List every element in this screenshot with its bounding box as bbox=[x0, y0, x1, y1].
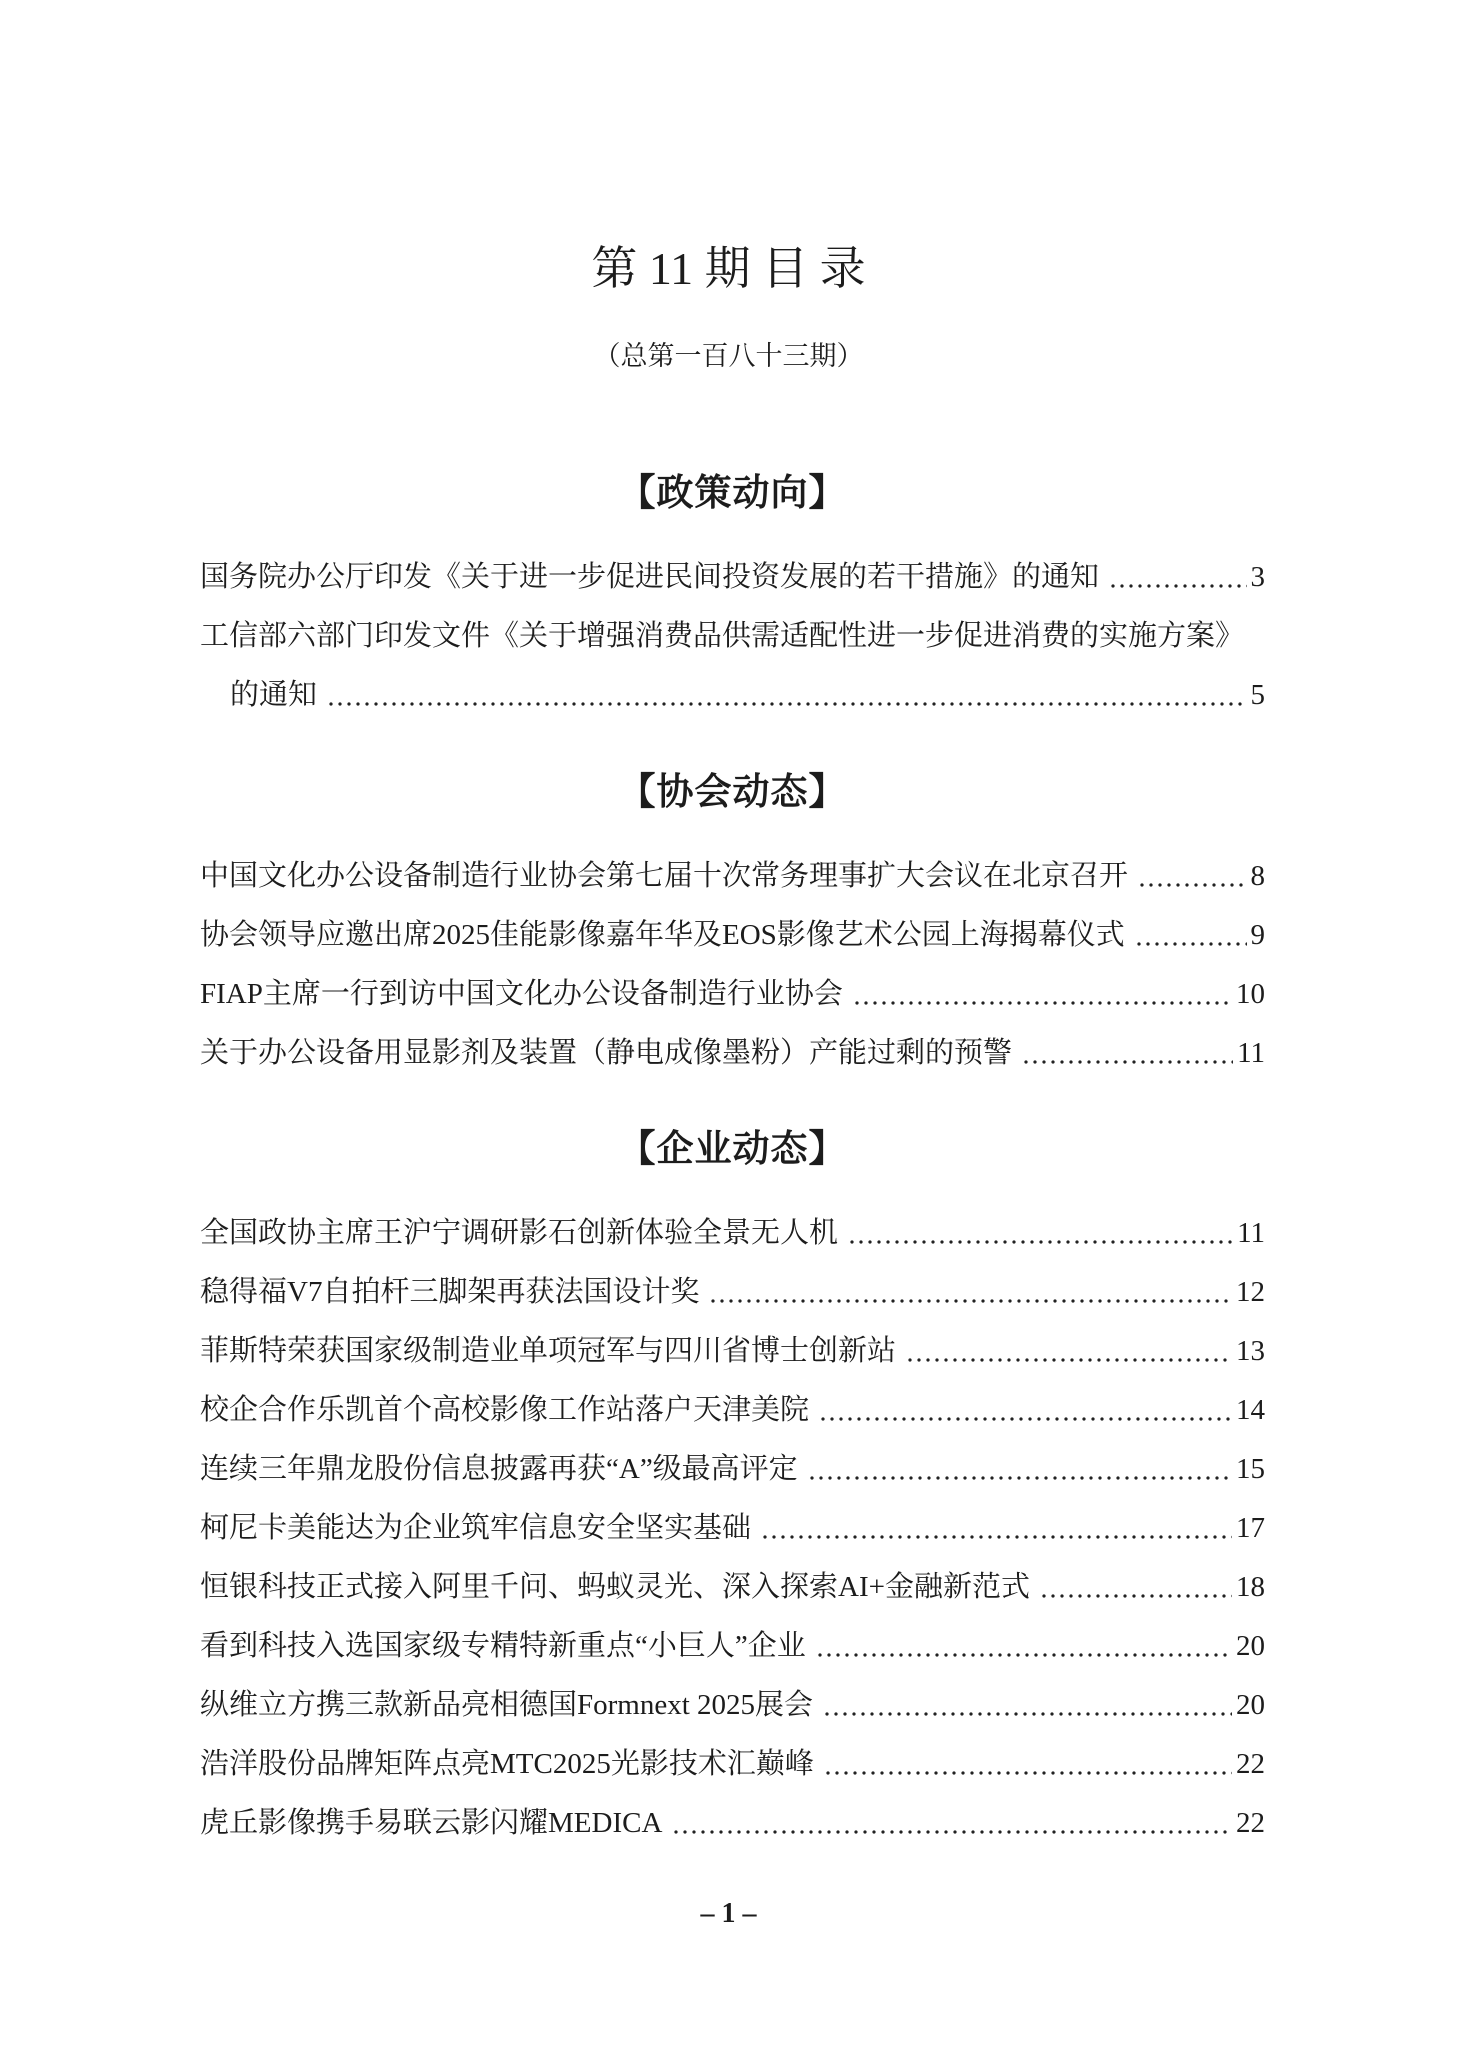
toc-entry bbox=[200, 607, 1265, 725]
toc-page-number: 18 bbox=[1236, 1571, 1265, 1603]
toc-page-number: 22 bbox=[1236, 1748, 1265, 1780]
toc-page-number: 3 bbox=[1250, 561, 1265, 593]
toc-entry-title: 协会领导应邀出席2025佳能影像嘉年华及EOS影像艺术公园上海揭幕仪式 bbox=[200, 919, 1125, 951]
section-association bbox=[200, 765, 1265, 1083]
toc-entry-title: 虎丘影像携手易联云影闪耀MEDICA bbox=[200, 1807, 663, 1839]
page-title: 第 11 期 目 录 bbox=[591, 243, 866, 294]
toc-page-number: 14 bbox=[1236, 1394, 1265, 1426]
toc-entry-title: 纵维立方携三款新品亮相德国Formnext 2025展会 bbox=[200, 1689, 814, 1721]
toc-page-number: 22 bbox=[1236, 1807, 1265, 1839]
section-enterprise bbox=[200, 1122, 1265, 1853]
toc-entry bbox=[200, 1381, 1265, 1440]
toc-entry bbox=[200, 965, 1265, 1024]
toc-page-number: 8 bbox=[1250, 860, 1265, 892]
toc-entry bbox=[200, 548, 1265, 607]
toc-page-number: 12 bbox=[1236, 1276, 1265, 1308]
toc-entry-title: 关于办公设备用显影剂及装置（静电成像墨粉）产能过剩的预警 bbox=[200, 1037, 1013, 1069]
toc-entry bbox=[200, 1794, 1265, 1853]
toc-leader bbox=[763, 1499, 1232, 1558]
toc-entry bbox=[200, 1676, 1265, 1735]
toc-entry bbox=[200, 1617, 1265, 1676]
toc-leader bbox=[810, 1440, 1232, 1499]
toc-leader bbox=[821, 1381, 1232, 1440]
toc-entry-title: FIAP主席一行到访中国文化办公设备制造行业协会 bbox=[200, 978, 843, 1010]
toc-entry bbox=[200, 1263, 1265, 1322]
toc-leader bbox=[1024, 1024, 1233, 1083]
toc-leader bbox=[1111, 548, 1246, 607]
toc-entry-title: 校企合作乐凯首个高校影像工作站落户天津美院 bbox=[200, 1394, 810, 1426]
page-subtitle: （总第一百八十三期） bbox=[593, 341, 864, 371]
toc-page-number: 10 bbox=[1236, 978, 1265, 1010]
toc-leader bbox=[711, 1263, 1232, 1322]
toc-entry bbox=[200, 847, 1265, 906]
toc-page-number: 5 bbox=[1250, 679, 1265, 711]
section-heading: 【政策动向】 bbox=[618, 470, 847, 514]
toc-entry-title: 恒银科技正式接入阿里千问、蚂蚁灵光、深入探索AI+金融新范式 bbox=[200, 1571, 1030, 1603]
toc-leader bbox=[855, 965, 1232, 1024]
toc-entry-title: 工信部六部门印发文件《关于增强消费品供需适配性进一步促进消费的实施方案》 bbox=[200, 620, 1245, 652]
section-heading: 【企业动态】 bbox=[618, 1126, 847, 1170]
toc-leader bbox=[1140, 847, 1246, 906]
toc-entry-title: 稳得福V7自拍杆三脚架再获法国设计奖 bbox=[200, 1276, 700, 1308]
toc-entry bbox=[200, 906, 1265, 965]
toc-entry bbox=[200, 1735, 1265, 1794]
toc-page-number: 11 bbox=[1237, 1037, 1265, 1069]
toc-page-number: 13 bbox=[1236, 1335, 1265, 1367]
toc-page-number: 17 bbox=[1236, 1512, 1265, 1544]
toc-entry-title: 浩洋股份品牌矩阵点亮MTC2025光影技术汇巅峰 bbox=[200, 1748, 814, 1780]
toc-entry-title-continuation: 的通知 bbox=[230, 679, 318, 711]
toc-entry-title: 全国政协主席王沪宁调研影石创新体验全景无人机 bbox=[200, 1217, 839, 1249]
toc-leader bbox=[1137, 906, 1247, 965]
section-heading: 【协会动态】 bbox=[618, 769, 847, 813]
toc-page-number: 11 bbox=[1237, 1217, 1265, 1249]
toc-entry bbox=[200, 1558, 1265, 1617]
toc-entry bbox=[200, 1440, 1265, 1499]
toc-leader bbox=[1042, 1558, 1232, 1617]
toc-entry-title: 看到科技入选国家级专精特新重点“小巨人”企业 bbox=[200, 1630, 806, 1662]
toc-entry-title: 菲斯特荣获国家级制造业单项冠军与四川省博士创新站 bbox=[200, 1335, 897, 1367]
toc-page-number: 20 bbox=[1236, 1630, 1265, 1662]
toc-entry bbox=[200, 1024, 1265, 1083]
toc-leader bbox=[329, 666, 1246, 725]
toc-entry-title: 国务院办公厅印发《关于进一步促进民间投资发展的若干措施》的通知 bbox=[200, 561, 1100, 593]
toc-entry bbox=[200, 1204, 1265, 1263]
toc-entry bbox=[200, 1322, 1265, 1381]
toc-entry-title: 连续三年鼎龙股份信息披露再获“A”级最高评定 bbox=[200, 1453, 798, 1485]
page-footer-number: – 1 – bbox=[700, 1898, 757, 1929]
toc-entry-title: 柯尼卡美能达为企业筑牢信息安全坚实基础 bbox=[200, 1512, 752, 1544]
toc-leader bbox=[818, 1617, 1232, 1676]
toc-entry bbox=[200, 1499, 1265, 1558]
toc-page-number: 15 bbox=[1236, 1453, 1265, 1485]
toc-leader bbox=[908, 1322, 1232, 1381]
toc-leader bbox=[825, 1676, 1232, 1735]
section-policy bbox=[200, 466, 1265, 725]
toc-page-number: 9 bbox=[1250, 919, 1265, 951]
toc-entry-title: 中国文化办公设备制造行业协会第七届十次常务理事扩大会议在北京召开 bbox=[200, 860, 1129, 892]
toc-leader bbox=[674, 1794, 1232, 1853]
toc-page-number: 20 bbox=[1236, 1689, 1265, 1721]
toc-leader bbox=[826, 1735, 1232, 1794]
toc-leader bbox=[850, 1204, 1233, 1263]
